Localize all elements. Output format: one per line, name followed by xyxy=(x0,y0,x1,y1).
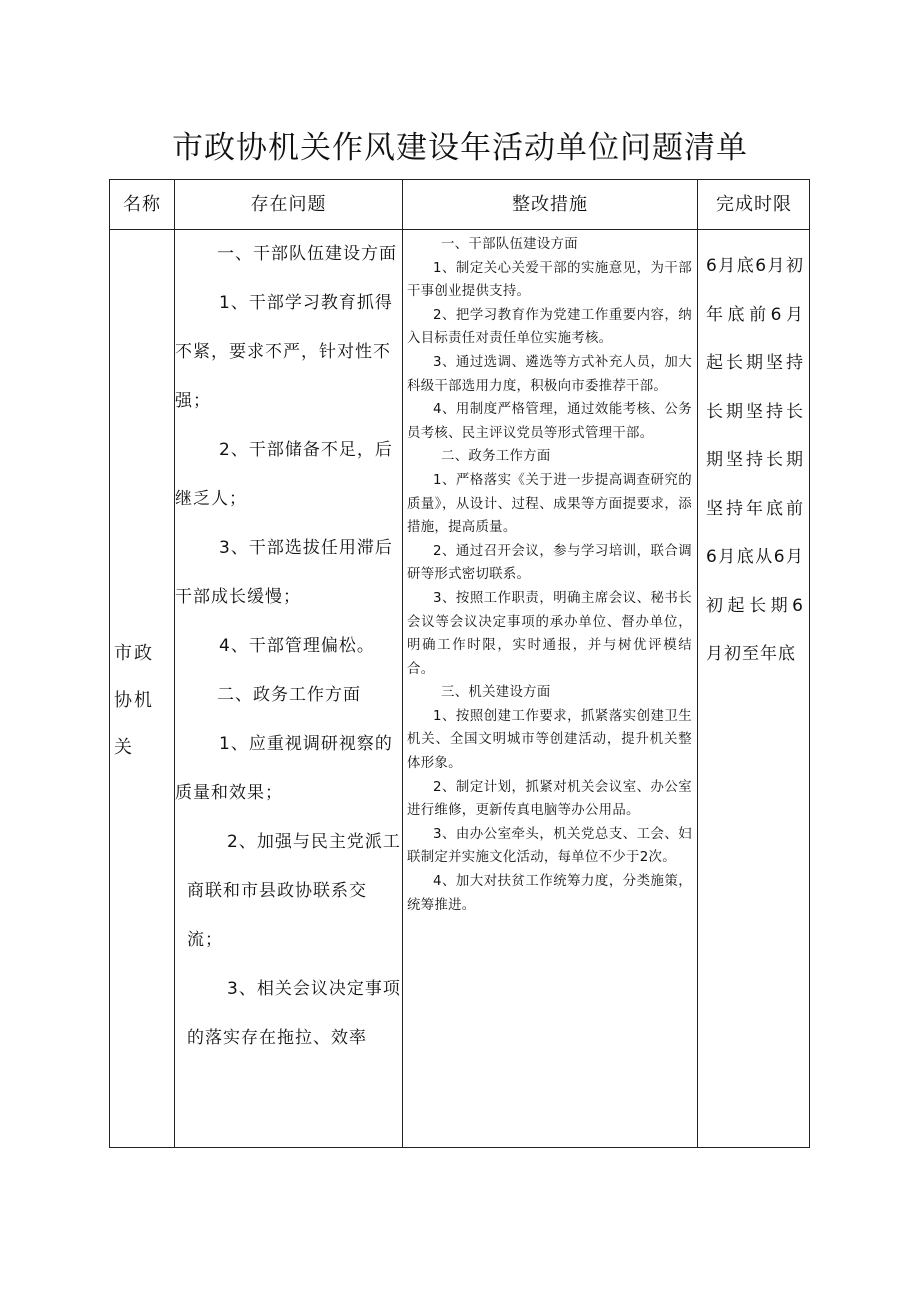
measure-item: 1、严格落实《关于进一步提高调查研究的质量》，从设计、过程、成果等方面提要求，添措施，提高质量。 xyxy=(407,472,692,536)
measure-item: 2、把学习教育作为党建工作重要内容，纳入目标责任对责任单位实施考核。 xyxy=(407,307,692,347)
measure-section-heading: 三、机关建设方面 xyxy=(441,685,551,701)
measure-item: 1、按照创建工作要求，抓紧落实创建卫生机关、全国文明城市等创建活动，提升机关整体形象。 xyxy=(407,708,692,772)
measure-item: 3、由办公室牵头，机关党总支、工会、妇联制定并实施文化活动，每单位不少于2次。 xyxy=(407,826,692,866)
measure-item: 4、加大对扶贫工作统筹力度，分类施策，统筹推进。 xyxy=(407,874,692,913)
unit-name-cell xyxy=(110,230,174,1147)
measure-item: 2、制定计划，抓紧对机关会议室、办公室进行维修，更新传真电脑等办公用品。 xyxy=(407,779,692,819)
measure-item: 1、制定关心关爱干部的实施意见，为干部干事创业提供支持。 xyxy=(407,260,692,300)
measures-cell xyxy=(403,230,697,1147)
problem-item: 2、加强与民主党派工商联和市县政协联系交流； xyxy=(187,832,401,950)
problem-item: 3、干部选拔任用滞后干部成长缓慢； xyxy=(175,538,393,607)
problem-item: 1、应重视调研视察的质量和效果； xyxy=(175,734,393,803)
problem-item: 4、干部管理偏松。 xyxy=(219,636,375,656)
unit-name: 市政协机关 xyxy=(114,643,154,758)
header-problems: 存在问题 xyxy=(250,194,327,215)
measure-item: 3、通过选调、遴选等方式补充人员，加大科级干部选用力度，积极向市委推荐干部。 xyxy=(407,354,692,394)
problem-section-heading: 二、政务工作方面 xyxy=(217,685,361,705)
problem-section-heading: 一、干部队伍建设方面 xyxy=(217,244,397,264)
deadline-text: 6月底6月初年底前6月起长期坚持长期坚持长期坚持长期坚持年底前6月底从6月初起长期6月初至年底 xyxy=(706,256,804,664)
header-deadline: 完成时限 xyxy=(716,194,792,215)
page-title: 市政协机关作风建设年活动单位问题清单 xyxy=(172,130,748,166)
measure-item: 3、按照工作职责，明确主席会议、秘书长会议等会议决定事项的承办单位、督办单位，明确工作时限，实时通报，并与树优评模结合。 xyxy=(407,590,692,677)
measure-section-heading: 一、干部队伍建设方面 xyxy=(441,237,578,252)
header-measures: 整改措施 xyxy=(512,194,588,215)
measure-section-heading: 二、政务工作方面 xyxy=(441,449,551,465)
measure-item: 4、用制度严格管理，通过效能考核、公务员考核、民主评议党员等形式管理干部。 xyxy=(407,402,692,441)
header-name: 名称 xyxy=(123,194,161,215)
deadline-cell xyxy=(698,230,810,1147)
problem-item: 3、相关会议决定事项的落实存在拖拉、效率 xyxy=(187,979,401,1048)
problems-cell xyxy=(175,230,402,1147)
problem-list-table xyxy=(109,179,810,1148)
measure-item: 2、通过召开会议，参与学习培训，联合调研等形式密切联系。 xyxy=(407,543,692,583)
problem-item: 1、干部学习教育抓得不紧，要求不严，针对性不强； xyxy=(175,293,393,411)
problem-item: 2、干部储备不足，后继乏人； xyxy=(175,440,393,509)
